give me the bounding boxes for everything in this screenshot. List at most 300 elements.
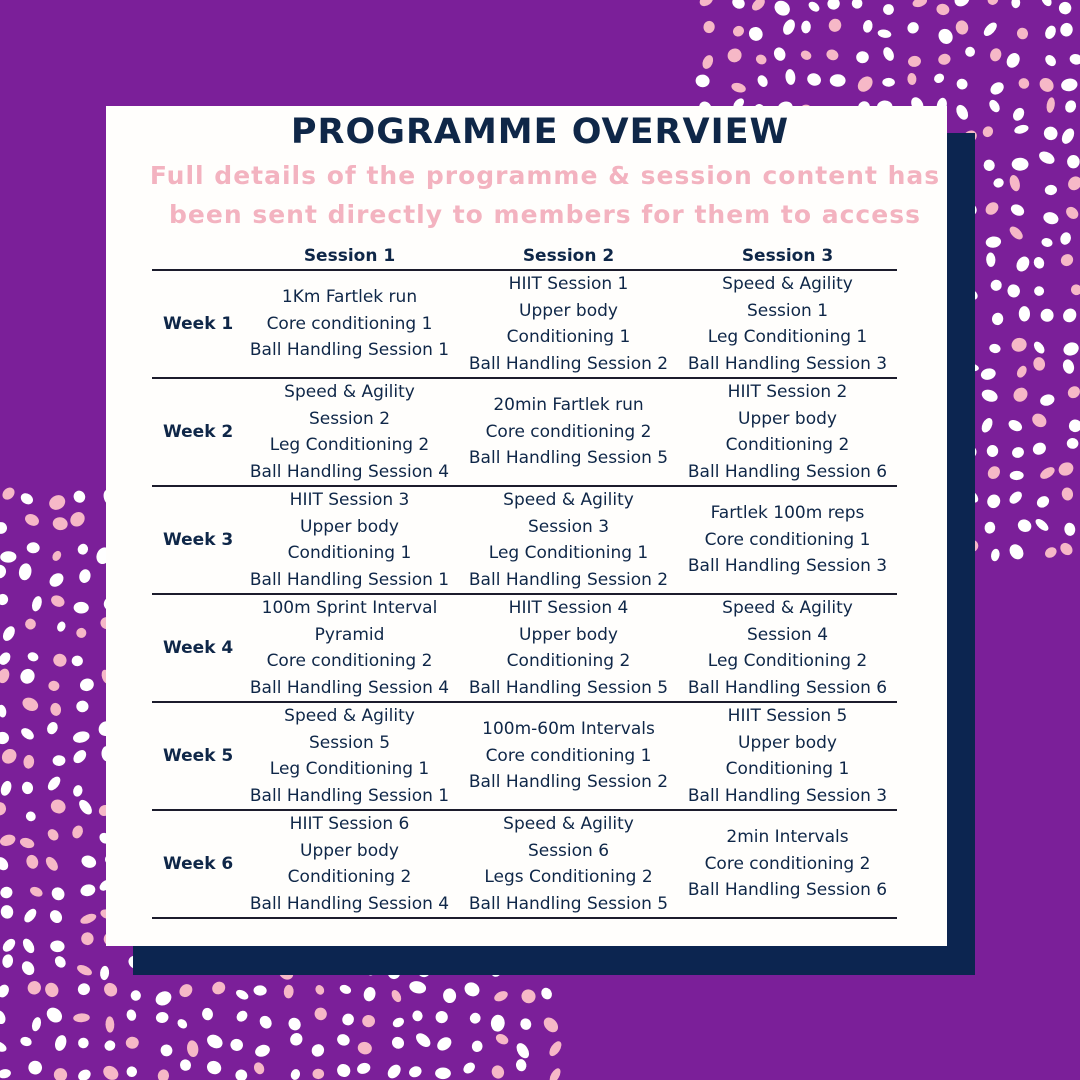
session-line: Upper body	[300, 516, 399, 537]
decorative-dot	[50, 940, 65, 953]
decorative-dot	[78, 568, 92, 584]
decorative-dot	[51, 1065, 70, 1080]
decorative-dot	[76, 700, 89, 712]
decorative-dot	[1043, 53, 1058, 68]
decorative-dot	[18, 666, 38, 686]
decorative-dot	[0, 667, 11, 685]
session-line: Core conditioning 2	[266, 651, 433, 671]
session-line: Ball Handling Session 5	[468, 448, 669, 469]
session-cell	[240, 702, 459, 810]
decorative-dot	[76, 1036, 91, 1051]
session-line: Session 3	[527, 516, 610, 537]
decorative-dot	[155, 1011, 169, 1024]
decorative-dot	[830, 74, 846, 87]
session-cell	[678, 486, 897, 594]
session-line: Ball Handling Session 3	[687, 556, 888, 577]
decorative-dot	[954, 19, 969, 36]
decorative-dot	[67, 509, 87, 529]
decorative-dot	[20, 695, 40, 713]
decorative-dot	[1014, 254, 1032, 274]
decorative-dot	[126, 1066, 138, 1078]
decorative-dot	[1046, 97, 1056, 114]
week-label: Week 3	[152, 486, 240, 594]
decorative-dot	[0, 732, 9, 744]
decorative-dot	[907, 73, 917, 86]
decorative-dot	[0, 1039, 8, 1054]
decorative-dot	[30, 595, 43, 613]
decorative-dot	[1065, 174, 1080, 193]
table-row	[152, 486, 897, 594]
decorative-dot	[1032, 340, 1047, 356]
decorative-dot	[158, 1042, 175, 1059]
decorative-dot	[700, 53, 715, 70]
decorative-dot	[0, 1068, 12, 1079]
decorative-dot	[253, 1043, 271, 1059]
decorative-dot	[771, 0, 792, 19]
decorative-dot	[313, 1006, 329, 1022]
decorative-dot	[0, 983, 11, 1000]
column-header-session-2: Session 2	[459, 243, 678, 270]
decorative-dot	[1059, 22, 1074, 38]
decorative-dot	[0, 520, 9, 536]
decorative-dot	[905, 20, 921, 36]
decorative-dot	[907, 55, 922, 68]
decorative-dot	[1043, 545, 1059, 560]
session-line: Session 1	[746, 300, 829, 321]
session-cell	[459, 378, 678, 486]
decorative-dot	[703, 20, 716, 34]
decorative-dot	[1058, 540, 1075, 557]
decorative-dot	[1032, 356, 1046, 372]
session-cell	[240, 810, 459, 918]
decorative-dot	[1016, 26, 1030, 40]
decorative-dot	[1006, 283, 1022, 299]
session-line: Ball Handling Session 3	[687, 353, 888, 374]
session-line: Leg Conditioning 1	[269, 759, 430, 779]
decorative-dot	[1011, 385, 1031, 405]
session-line: Ball Handling Session 1	[249, 340, 450, 361]
session-line: Leg Conditioning 1	[488, 543, 649, 563]
decorative-dot	[1019, 306, 1030, 322]
decorative-dot	[468, 1011, 482, 1025]
decorative-dot	[541, 1015, 561, 1035]
decorative-dot	[80, 854, 98, 870]
decorative-dot	[1065, 384, 1080, 401]
decorative-dot	[493, 989, 510, 1003]
decorative-dot	[407, 1064, 423, 1079]
decorative-dot	[952, 0, 973, 9]
decorative-dot	[125, 1036, 139, 1049]
decorative-dot	[1060, 77, 1078, 92]
session-line: Conditioning 1	[287, 543, 412, 563]
subtitle-line: been sent directly to members for them to access	[169, 200, 921, 229]
decorative-dot	[176, 1017, 189, 1030]
session-cell	[459, 702, 678, 810]
decorative-dot	[1, 954, 14, 969]
decorative-dot	[81, 932, 94, 946]
decorative-dot	[932, 72, 946, 85]
decorative-dot	[1011, 446, 1026, 460]
decorative-dot	[986, 252, 996, 267]
decorative-dot	[1010, 471, 1024, 481]
decorative-dot	[937, 52, 952, 66]
session-cell	[678, 378, 897, 486]
decorative-dot	[21, 781, 34, 795]
decorative-dot	[205, 1058, 224, 1076]
decorative-dot	[24, 617, 38, 631]
decorative-dot	[53, 954, 68, 970]
decorative-dot	[338, 983, 352, 995]
decorative-dot	[0, 746, 19, 767]
decorative-dot	[49, 702, 62, 716]
decorative-dot	[253, 985, 267, 996]
session-line: Leg Conditioning 1	[707, 327, 868, 347]
decorative-dot	[0, 779, 13, 797]
decorative-dot	[28, 885, 44, 899]
decorative-dot	[289, 1068, 301, 1080]
decorative-dot	[288, 1031, 305, 1048]
decorative-dot	[539, 986, 554, 1001]
decorative-dot	[19, 836, 36, 850]
decorative-dot	[205, 1032, 226, 1051]
decorative-dot	[355, 1061, 371, 1076]
decorative-dot	[731, 24, 746, 39]
table-header-row	[152, 243, 897, 270]
decorative-dot	[44, 1005, 65, 1026]
week-label: Week 5	[152, 702, 240, 810]
session-line: Speed & Agility	[722, 274, 853, 294]
decorative-dot	[462, 980, 482, 999]
decorative-dot	[436, 1011, 448, 1023]
session-line: Core conditioning 1	[266, 313, 433, 334]
decorative-dot	[26, 651, 39, 663]
decorative-dot	[852, 0, 863, 9]
decorative-dot	[987, 445, 999, 457]
decorative-dot	[412, 1010, 424, 1022]
decorative-dot	[988, 80, 1006, 97]
decorative-dot	[0, 833, 17, 848]
decorative-dot	[988, 343, 1001, 354]
session-line: Core conditioning 2	[704, 853, 871, 874]
decorative-dot	[0, 704, 7, 718]
programme-table	[152, 243, 897, 919]
decorative-dot	[45, 827, 60, 843]
session-line: Session 4	[746, 624, 829, 645]
decorative-dot	[23, 512, 41, 528]
decorative-dot	[47, 492, 68, 512]
decorative-dot	[21, 937, 37, 955]
decorative-dot	[0, 1008, 8, 1026]
decorative-dot	[515, 1058, 527, 1072]
decorative-dot	[335, 1032, 351, 1048]
decorative-dot	[19, 1035, 33, 1047]
decorative-dot	[435, 1068, 451, 1080]
session-cell	[240, 378, 459, 486]
decorative-dot	[826, 0, 841, 11]
decorative-dot	[19, 491, 35, 507]
decorative-dot	[750, 0, 768, 13]
decorative-dot	[56, 620, 67, 633]
decorative-dot	[1031, 440, 1048, 457]
decorative-dot	[390, 988, 403, 1003]
decorative-dot	[51, 651, 69, 669]
decorative-dot	[754, 53, 768, 66]
decorative-dot	[1011, 0, 1020, 8]
session-line: HIIT Session 4	[508, 598, 629, 618]
session-line: Conditioning 2	[725, 435, 850, 455]
decorative-dot	[73, 1013, 90, 1023]
decorative-dot	[992, 177, 1005, 189]
session-line: Pyramid	[314, 624, 385, 645]
decorative-dot	[1058, 252, 1075, 269]
session-line: 2min Intervals	[726, 827, 849, 848]
decorative-dot	[988, 47, 1003, 63]
session-line: Core conditioning 2	[485, 421, 652, 442]
session-cell	[678, 594, 897, 702]
decorative-dot	[76, 1067, 93, 1080]
decorative-dot	[964, 46, 976, 59]
decorative-dot	[76, 542, 90, 557]
decorative-dot	[27, 542, 40, 553]
session-line: Upper body	[738, 408, 837, 429]
decorative-dot	[1037, 75, 1057, 95]
week-label: Week 2	[152, 378, 240, 486]
decorative-dot	[471, 1040, 483, 1053]
decorative-dot	[25, 853, 40, 870]
decorative-dot	[985, 235, 1002, 248]
session-line: Core conditioning 1	[704, 529, 871, 550]
decorative-dot	[52, 755, 65, 766]
decorative-dot	[286, 1015, 303, 1032]
decorative-dot	[1033, 517, 1050, 533]
decorative-dot	[408, 979, 427, 995]
session-line: Session 2	[308, 408, 391, 429]
column-header-session-3: Session 3	[678, 243, 897, 270]
session-line: Speed & Agility	[503, 490, 634, 510]
decorative-dot	[855, 73, 876, 94]
decorative-dot	[1034, 286, 1044, 296]
decorative-dot	[805, 71, 823, 88]
session-cell	[459, 486, 678, 594]
decorative-dot	[1012, 158, 1029, 171]
session-line: Ball Handling Session 6	[687, 461, 888, 482]
table-row	[152, 378, 897, 486]
decorative-dot	[989, 278, 1004, 293]
session-line: Ball Handling Session 5	[468, 677, 669, 698]
session-line: Ball Handling Session 3	[687, 785, 888, 806]
session-line: Session 5	[308, 732, 391, 753]
decorative-dot	[1040, 309, 1053, 322]
session-line: Speed & Agility	[722, 598, 853, 618]
decorative-dot	[51, 549, 63, 562]
decorative-dot	[1039, 0, 1053, 8]
decorative-dot	[1008, 174, 1022, 193]
decorative-dot	[25, 979, 43, 998]
decorative-dot	[882, 78, 895, 87]
decorative-dot	[980, 416, 995, 434]
decorative-dot	[1059, 231, 1073, 246]
decorative-dot	[49, 885, 67, 903]
page-title: PROGRAMME OVERVIEW	[290, 112, 790, 152]
decorative-dot	[362, 1015, 375, 1028]
decorative-dot	[827, 17, 843, 34]
week-label: Week 1	[152, 270, 240, 378]
decorative-dot	[799, 49, 813, 62]
decorative-dot	[877, 28, 892, 38]
decorative-dot	[955, 77, 970, 92]
decorative-dot	[494, 1032, 510, 1047]
decorative-dot	[547, 1067, 562, 1080]
session-line: Speed & Agility	[284, 706, 415, 726]
decorative-dot	[1041, 237, 1054, 248]
decorative-dot	[725, 46, 745, 65]
decorative-dot	[75, 627, 87, 639]
session-line: 100m-60m Intervals	[482, 719, 655, 740]
decorative-dot	[1015, 364, 1029, 379]
decorative-dot	[1007, 489, 1024, 506]
decorative-dot	[18, 562, 33, 581]
decorative-dot	[1061, 340, 1080, 358]
decorative-dot	[234, 1009, 249, 1024]
decorative-dot	[1044, 184, 1057, 195]
table-row	[152, 594, 897, 702]
session-line: Ball Handling Session 4	[249, 893, 450, 914]
decorative-dot	[985, 0, 1000, 7]
decorative-dot	[980, 367, 997, 381]
decorative-dot	[79, 912, 98, 926]
decorative-dot	[0, 562, 9, 581]
decorative-dot	[283, 984, 294, 998]
decorative-dot	[45, 774, 62, 792]
decorative-dot	[1016, 517, 1034, 534]
session-line: Ball Handling Session 2	[468, 353, 669, 374]
decorative-dot	[990, 548, 1001, 562]
decorative-dot	[76, 981, 92, 997]
decorative-dot	[911, 0, 928, 9]
decorative-dot	[309, 1042, 327, 1060]
decorative-dot	[0, 904, 14, 920]
session-line: Upper body	[300, 840, 399, 861]
session-cell	[459, 270, 678, 378]
decorative-dot	[390, 1034, 407, 1051]
week-label: Week 6	[152, 810, 240, 918]
decorative-dot	[991, 312, 1004, 326]
decorative-dot	[1016, 76, 1031, 91]
decorative-dot	[1069, 282, 1080, 297]
session-line: HIIT Session 6	[289, 814, 410, 834]
decorative-dot	[1007, 418, 1024, 434]
session-line: Conditioning 2	[506, 651, 631, 671]
decorative-dot	[807, 0, 822, 14]
decorative-dot	[103, 1039, 117, 1053]
decorative-dot	[801, 20, 811, 33]
decorative-dot	[47, 570, 66, 589]
decorative-dot	[47, 908, 64, 926]
decorative-dot	[178, 1058, 193, 1073]
decorative-dot	[43, 855, 60, 873]
decorative-dot	[756, 74, 770, 89]
decorative-dot	[514, 1041, 532, 1061]
decorative-dot	[105, 1016, 114, 1032]
decorative-dot	[490, 1063, 506, 1080]
decorative-dot	[229, 1037, 244, 1052]
decorative-dot	[252, 1061, 266, 1076]
decorative-dot	[1004, 51, 1022, 70]
session-line: Ball Handling Session 5	[468, 893, 669, 914]
decorative-dot	[856, 51, 869, 64]
decorative-dot	[1007, 542, 1027, 562]
decorative-dot	[72, 489, 88, 505]
decorative-dot	[881, 45, 896, 62]
decorative-dot	[1067, 155, 1080, 169]
decorative-dot	[882, 3, 895, 16]
decorative-dot	[1060, 306, 1079, 325]
decorative-dot	[1068, 419, 1080, 433]
session-cell	[678, 702, 897, 810]
session-cell	[240, 594, 459, 702]
decorative-dot	[1010, 336, 1028, 353]
session-line: HIIT Session 1	[508, 274, 629, 294]
decorative-dot	[234, 1068, 249, 1080]
decorative-dot	[73, 602, 89, 614]
decorative-dot	[201, 1007, 214, 1021]
decorative-dot	[785, 69, 796, 86]
decorative-dot	[52, 516, 69, 531]
decorative-dot	[125, 1008, 137, 1021]
session-line: Core conditioning 1	[485, 745, 652, 766]
session-line: Ball Handling Session 6	[687, 677, 888, 698]
decorative-dot	[391, 1016, 406, 1029]
decorative-dot	[1043, 24, 1058, 41]
session-line: Conditioning 1	[506, 327, 631, 347]
decorative-dot	[385, 1062, 403, 1080]
decorative-dot	[70, 824, 84, 840]
decorative-dot	[23, 754, 35, 769]
decorative-dot	[1064, 522, 1077, 537]
session-line: Session 6	[527, 840, 610, 861]
decorative-dot	[75, 963, 93, 978]
decorative-dot	[53, 1034, 68, 1053]
table-row	[152, 810, 897, 918]
decorative-dot	[77, 798, 95, 817]
corner-header-cell	[152, 243, 240, 270]
decorative-dot	[1042, 210, 1060, 226]
decorative-dot	[177, 981, 195, 999]
decorative-dot	[362, 986, 377, 1003]
decorative-dot	[435, 1034, 454, 1053]
decorative-dot	[1, 624, 18, 643]
session-line: Upper body	[519, 300, 618, 321]
decorative-dot	[312, 1069, 324, 1080]
decorative-dot	[335, 1061, 353, 1079]
decorative-dot	[356, 1040, 373, 1055]
session-line: Speed & Agility	[284, 382, 415, 402]
decorative-dot	[862, 19, 874, 33]
decorative-dot	[985, 464, 1002, 482]
decorative-dot	[980, 387, 999, 404]
decorative-dot	[153, 988, 174, 1008]
decorative-dot	[210, 979, 228, 997]
decorative-dot	[1061, 486, 1075, 501]
session-cell	[459, 594, 678, 702]
decorative-dot	[772, 46, 787, 63]
decorative-dot	[1064, 204, 1080, 221]
session-line: Ball Handling Session 1	[249, 785, 450, 806]
decorative-dot	[936, 26, 956, 46]
decorative-dot	[234, 988, 250, 1002]
decorative-dot	[257, 1013, 274, 1030]
decorative-dot	[1056, 460, 1075, 478]
